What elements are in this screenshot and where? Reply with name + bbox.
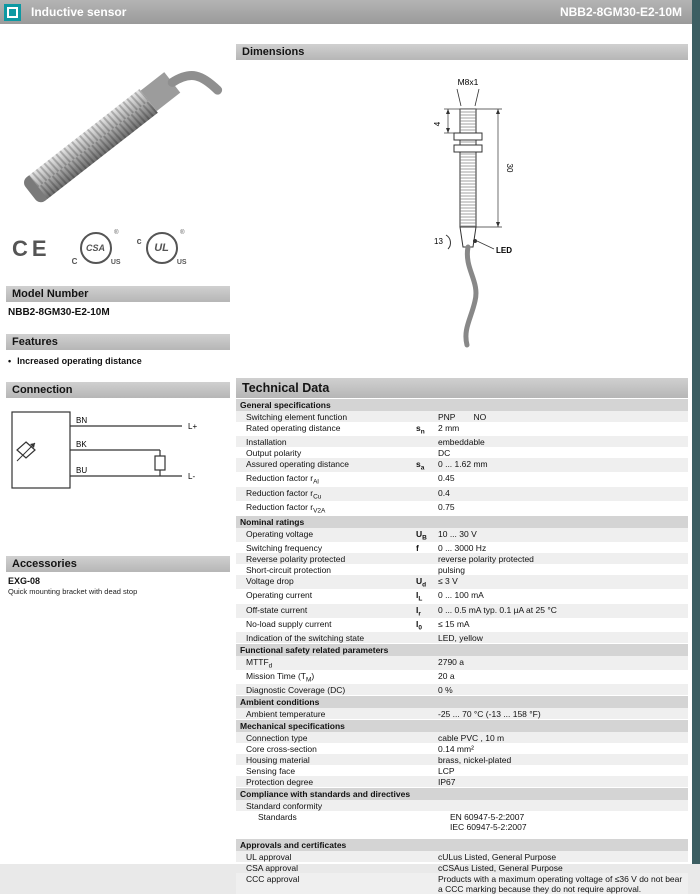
row-value: PNP NO: [438, 412, 487, 422]
dim-thread-label: M8x1: [457, 77, 479, 87]
table-row: [236, 670, 688, 684]
table-row: [236, 487, 688, 501]
table-row: [236, 472, 688, 486]
row-label: Short-circuit protection: [246, 565, 332, 576]
table-section-header: Compliance with standards and directives: [236, 788, 688, 800]
row-label: Operating voltage: [246, 528, 314, 539]
row-value-secondary: NO: [473, 412, 487, 422]
row-label: Protection degree: [246, 777, 314, 788]
table-row: [236, 528, 688, 542]
row-label: Housing material: [246, 755, 310, 766]
row-label: Operating current: [246, 590, 313, 601]
row-label: Switching element function: [246, 412, 348, 422]
row-label: No-load supply current: [246, 618, 332, 629]
csa-text: CSA: [86, 243, 106, 253]
dimension-schematic: [352, 69, 572, 369]
model-number-section-header: Model Number: [6, 286, 230, 302]
row-label: Mission Time $(T_M)$: [246, 671, 315, 684]
row-value: 0.45: [438, 473, 455, 484]
row-value: cULus Listed, General Purpose: [438, 852, 557, 863]
table-row: [236, 811, 688, 832]
table-row: [236, 684, 688, 695]
dimension-drawing: [236, 60, 688, 378]
table-row: [236, 776, 688, 787]
row-value: EN 60947-5-2:2007 IEC 60947-5-2:2007: [450, 812, 527, 833]
csa-circle: [80, 232, 112, 264]
row-label: Off-state current: [246, 604, 308, 615]
table-row: [236, 589, 688, 603]
row-value: 0 ... 1.62 mm: [438, 459, 488, 470]
table-row: [236, 873, 688, 894]
sensor-photo-illustration: [6, 30, 228, 226]
dim-face-label: 4: [433, 121, 442, 127]
row-label: Sensing face: [246, 766, 296, 777]
header-model-number: NBB2-8GM30-E2-10M: [559, 5, 682, 19]
features-section-header: Features: [6, 334, 230, 350]
ul-circle: [146, 232, 178, 264]
row-value: cCSAus Listed, General Purpose: [438, 863, 563, 874]
page-edge-strip: [692, 0, 700, 864]
brand-logo-inner: [7, 7, 18, 18]
row-label: Reduction factor $r_{V2A}$: [246, 501, 326, 515]
table-row: [236, 632, 688, 643]
l-plus-label: L+: [188, 422, 198, 431]
row-value: 20 a: [438, 671, 455, 682]
ul-registered: ®: [180, 230, 185, 236]
connection-section-header: Connection: [6, 382, 230, 398]
product-category-title: Inductive sensor: [31, 5, 127, 19]
row-value: 0 ... 100 mA: [438, 590, 484, 601]
table-row: [236, 754, 688, 765]
row-symbol: $U_B$: [416, 528, 427, 542]
row-label: Reduction factor $r_{Al}$: [246, 473, 319, 487]
row-label: Diagnostic Coverage (DC): [246, 685, 346, 696]
feature-text: Increased operating distance: [17, 356, 142, 366]
row-value: LED, yellow: [438, 632, 483, 643]
table-row: [236, 542, 688, 553]
row-label: Rated operating distance: [246, 423, 341, 433]
table-row: [236, 656, 688, 670]
row-label: Installation: [246, 437, 287, 448]
row-value: Products with a maximum operating voltage of ≤36 V do not bear a CCC marking because they do not require approval.: [438, 874, 683, 894]
row-symbol: $U_d$: [416, 576, 427, 589]
row-label: Assured operating distance: [246, 459, 350, 470]
csa-mark-icon: [71, 230, 121, 268]
csa-us-label: US: [110, 259, 121, 266]
ul-us-label: US: [176, 259, 187, 266]
table-row: [236, 765, 688, 776]
row-symbol: $s_n$: [416, 423, 425, 436]
product-photo: [6, 30, 230, 226]
dim-led-label: LED: [496, 246, 512, 255]
table-section-header: Approvals and certificates: [236, 839, 688, 851]
table-row: [236, 862, 688, 873]
connection-schematic: [10, 406, 215, 501]
top-header-bar: [0, 0, 700, 24]
row-value: 0 ... 0.5 mA typ. 0.1 µA at 25 °C: [438, 604, 557, 615]
row-label: Standards: [258, 812, 297, 823]
row-label: Indication of the switching state: [246, 632, 365, 643]
row-label: Standard conformity: [246, 801, 323, 812]
wire-bu-label: BU: [76, 466, 88, 475]
row-value: reverse polarity protected: [438, 554, 534, 565]
table-row: [236, 604, 688, 618]
left-column: [6, 30, 230, 596]
row-value: ≤ 15 mA: [438, 618, 470, 629]
row-symbol: $I_0$: [416, 618, 422, 632]
row-value: 0.75: [438, 501, 455, 512]
table-row: [236, 436, 688, 447]
accessory-description: Quick mounting bracket with dead stop: [8, 587, 138, 596]
ul-c-label: c: [136, 236, 142, 246]
model-number-value: NBB2-8GM30-E2-10M: [8, 307, 110, 318]
row-value: 0 ... 3000 Hz: [438, 543, 487, 554]
row-value: 2790 a: [438, 656, 464, 667]
row-symbol: f: [416, 543, 419, 554]
row-label: Voltage drop: [246, 576, 294, 587]
dim-length-label: 30: [505, 163, 514, 173]
ul-text: UL: [154, 242, 169, 254]
row-label: Switching frequency: [246, 543, 323, 554]
feature-item: [6, 350, 230, 366]
row-label: CCC approval: [246, 874, 300, 885]
row-value: DC: [438, 448, 451, 459]
row-value: ≤ 3 V: [438, 576, 458, 587]
row-value: pulsing: [438, 565, 465, 576]
ul-mark-icon: [136, 230, 187, 268]
technical-data-table: [236, 399, 688, 894]
row-label: Output polarity: [246, 448, 302, 459]
row-value: 0 %: [438, 685, 453, 696]
dim-flats-label: 13: [434, 237, 443, 246]
right-column: [236, 44, 688, 894]
row-symbol: $I_L$: [416, 590, 423, 603]
row-label: Reduction factor $r_{Cu}$: [246, 487, 322, 501]
row-value: brass, nickel-plated: [438, 755, 512, 766]
table-section-header: Mechanical specifications: [236, 720, 688, 732]
table-row: [236, 422, 688, 436]
row-value: LCP: [438, 766, 455, 777]
table-row: [236, 800, 688, 811]
wire-bn-label: BN: [76, 416, 88, 425]
row-value: -25 ... 70 °C (-13 ... 158 °F): [438, 709, 541, 720]
table-section-header: Ambient conditions: [236, 696, 688, 708]
table-section-header: Functional safety related parameters: [236, 644, 688, 656]
table-row: [236, 732, 688, 743]
row-label: Reverse polarity protected: [246, 554, 346, 565]
table-row: [236, 851, 688, 862]
l-minus-label: L-: [188, 472, 196, 481]
row-value: cable PVC , 10 m: [438, 733, 505, 744]
technical-data-section-header: Technical Data: [236, 378, 688, 398]
row-symbol: $I_r$: [416, 604, 421, 618]
row-label: $MTTF_d$: [246, 656, 273, 670]
bullet-icon: •: [8, 356, 12, 366]
accessories-section-header: Accessories: [6, 556, 230, 572]
table-row: [236, 501, 688, 515]
table-section-header: Nominal ratings: [236, 516, 688, 528]
row-label: Core cross-section: [246, 744, 317, 755]
row-value: IP67: [438, 777, 456, 788]
row-label: Connection type: [246, 733, 308, 744]
row-value: 10 ... 30 V: [438, 528, 477, 539]
csa-c-label: C: [71, 257, 78, 266]
dimensions-section-header: Dimensions: [236, 44, 688, 60]
row-label: UL approval: [246, 852, 292, 863]
table-row: [236, 458, 688, 472]
row-label: CSA approval: [246, 863, 298, 874]
table-section-header: General specifications: [236, 399, 688, 411]
ce-mark-icon: CE: [12, 236, 51, 261]
row-symbol: $s_a$: [416, 459, 425, 472]
row-value: 2 mm: [438, 423, 460, 433]
table-row: [236, 411, 688, 422]
table-row: [236, 575, 688, 589]
certification-marks: [6, 226, 230, 272]
table-row: [236, 743, 688, 754]
csa-registered: ®: [114, 230, 119, 236]
accessory-name: EXG-08: [8, 576, 41, 586]
row-value: 0.4: [438, 487, 450, 498]
table-row: [236, 447, 688, 458]
row-label: Ambient temperature: [246, 709, 326, 720]
table-row: [236, 708, 688, 719]
wire-bk-label: BK: [76, 440, 87, 449]
table-row: [236, 618, 688, 632]
brand-logo-icon: [4, 4, 21, 21]
table-row: [236, 564, 688, 575]
row-value: embeddable: [438, 437, 485, 448]
wiring-diagram: [6, 398, 230, 506]
row-value: 0.14 mm²: [438, 744, 474, 755]
table-row: [236, 553, 688, 564]
